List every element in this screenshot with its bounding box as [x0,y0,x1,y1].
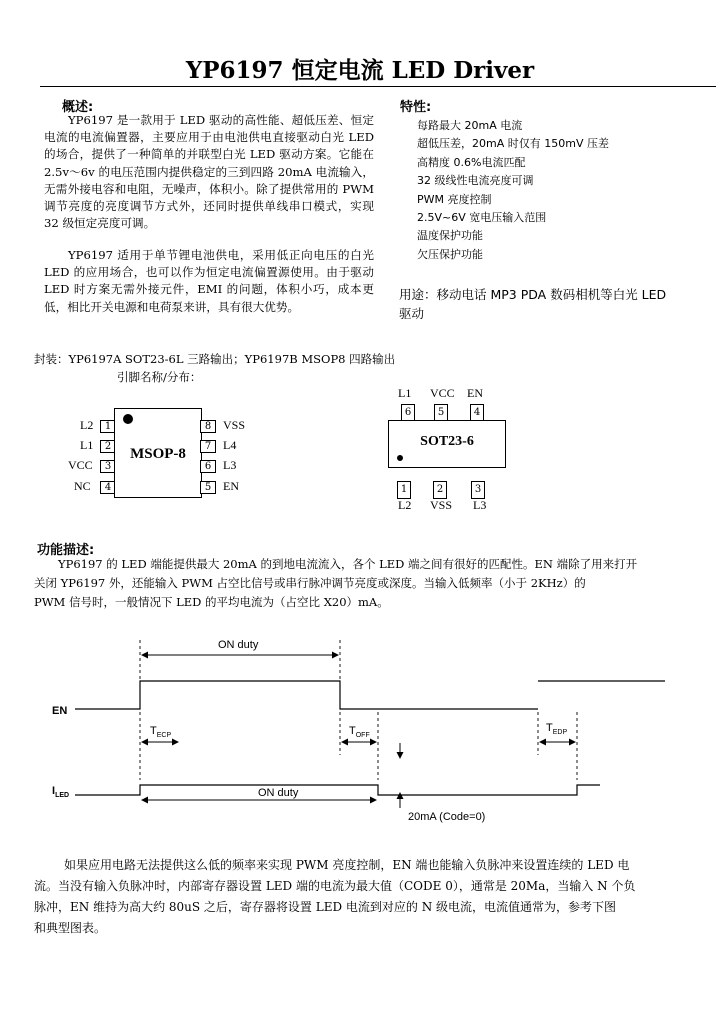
en-waveform [75,681,665,709]
msop8-pin-number: 5 [200,481,216,494]
msop8-pin-number: 1 [100,420,116,433]
function-heading: 功能描述: [37,543,95,558]
svg-text:TEDP [546,722,567,736]
msop8-pin-label: NC [74,479,91,493]
msop8-pin-number: 7 [200,440,216,453]
feature-item: 高精度 0.6%电流匹配 [417,155,526,169]
msop8-pin-label: L4 [223,438,237,452]
t-edp-sub-label: EDP [552,729,568,736]
msop8-pin-label: L3 [223,458,237,472]
msop8-pin-label: EN [223,479,239,493]
timing-diagram [0,630,720,830]
footer-line: 和典型图表。 [34,921,107,935]
msop8-pin-number: 2 [100,440,116,453]
overview-paragraph-1: YP6197 是一款用于 LED 驱动的高性能、超低压差、恒定电流的电流偏置器，主要应用于由电池供电直接驱动白光 LED 的场合，提供了一种简单的并联型白光 LED 驱动方案。它能在 2.5v～6v 的电压范围内提供稳定的三到四路 20mA 电流输入，无需外接电容和电阻，无噪声，体积小。除了提供常用的 PWM 调节亮度的亮度调节方式外，还同时提供单线串口模式，实现 32 级恒定亮度可调。 [44,113,374,231]
sot23-pin-label: VCC [430,386,455,400]
msop8-pin-number: 3 [100,460,116,473]
feature-item: 2.5V~6V 宽电压输入范围 [417,211,547,225]
iled-waveform [75,785,600,795]
sot23-pin-number: 4 [470,404,484,422]
overview-paragraph-2: YP6197 适用于单节锂电池供电，采用低正向电压的白光 LED 的应用场合，也可以作为恒定电流偏置源使用。由于驱动 LED 时方案无需外接元件，EMI 的问题，体积小巧，成本更低，相比开关电源和电荷泵来讲，具有很大优势。 [44,248,374,314]
sot23-pin-label: L2 [398,498,412,512]
en-label: EN [52,705,68,717]
msop8-pin-number: 8 [200,420,216,433]
on-duty-bottom-label: ON duty [258,787,299,799]
sot23-chip-name: SOT23-6 [420,434,474,449]
feature-item: 每路最大 20mA 电流 [417,119,523,132]
msop8-pin-label: VCC [68,458,93,472]
footer-line: 脉冲，EN 维持为高大约 80uS 之后，寄存器将设置 LED 电流到对应的 N 级电流，电流值通常为，参考下图 [34,900,617,914]
svg-text:TOFF [349,725,370,739]
application-text: 用途：移动电话 MP3 PDA 数码相机等白光 LED 驱动 [399,287,667,321]
msop8-chip-name: MSOP-8 [130,446,186,462]
t-off-label: T [349,725,356,737]
sot23-diagram [385,386,515,516]
footer-text [34,855,694,939]
msop8-pin-number: 4 [100,481,116,494]
feature-item: 欠压保护功能 [417,247,483,261]
package-line: 封装：YP6197A SOT23-6L 三路输出；YP6197B MSOP8 四路输出 [34,352,396,366]
svg-text:ILED [52,785,69,799]
feature-item: 32 级线性电流亮度可调 [417,174,534,188]
msop8-chip-body [114,408,202,498]
sot23-pin-number: 5 [434,404,448,422]
feature-item: PWM 亮度控制 [417,192,492,206]
msop8-pin-label: VSS [223,418,246,432]
pinout-label: 引脚名称/分布： [117,370,202,384]
msop8-pin-label: L2 [80,418,94,432]
overview-heading: 概述: [62,100,94,115]
t-ecp-label: T [150,725,157,737]
footer-line: 流。当没有输入负脉冲时，内部寄存器设置 LED 端的电流为最大值（CODE 0），通常是 20Ma，当输入 N 个负 [34,879,636,893]
title-rule [40,86,716,87]
iled-sub-label: LED [55,792,70,799]
t-ecp-sub-label: ECP [156,732,172,739]
features-heading: 特性: [400,100,432,115]
sot23-pin-label: L3 [473,498,487,512]
sot23-pin-label: EN [467,386,483,400]
footer-line: 如果应用电路无法提供这么低的频率来实现 PWM 亮度控制，EN 端也能输入负脉冲来设置连续的 LED 电 [64,858,630,872]
sot23-chip-body [388,420,506,468]
sot23-pin-number: 3 [471,481,485,499]
msop8-pin-label: L1 [80,438,94,452]
t-off-sub-label: OFF [355,732,370,739]
svg-text:TECP [150,725,171,739]
feature-item: 超低压差，20mA 时仅有 150mV 压差 [417,137,609,151]
iled-label: I [52,785,56,797]
function-line: 关闭 YP6197 外，还能输入 PWM 占空比信号或串行脉冲调节亮度或深度。当输入低频率（小于 2KHz）的 [34,576,586,590]
sot23-pin-number: 1 [397,481,411,499]
function-line: PWM 信号时，一般情况下 LED 的平均电流为（占空比 X20）mA。 [34,595,389,609]
sot23-pin-label: L1 [398,386,412,400]
msop8-diagram [68,405,258,500]
function-line: YP6197 的 LED 端能提供最大 20mA 的到地电流流入，各个 LED 端之间有很好的匹配性。EN 端除了用来打开 [58,557,638,571]
sot23-pin-number: 6 [401,404,415,422]
pin1-marker [397,455,403,461]
page-title: YP6197 恒定电流 LED Driver [185,57,535,84]
function-text [34,555,690,612]
feature-item: 温度保护功能 [417,229,483,243]
current-note: 20mA (Code=0) [408,811,486,823]
sot23-pin-label: VSS [430,498,453,512]
sot23-pin-number: 2 [433,481,447,499]
msop8-pin-number: 6 [200,460,216,473]
features-list [417,117,609,264]
t-edp-label: T [546,722,553,734]
on-duty-top-label: ON duty [218,639,259,651]
pin1-marker [123,414,133,424]
